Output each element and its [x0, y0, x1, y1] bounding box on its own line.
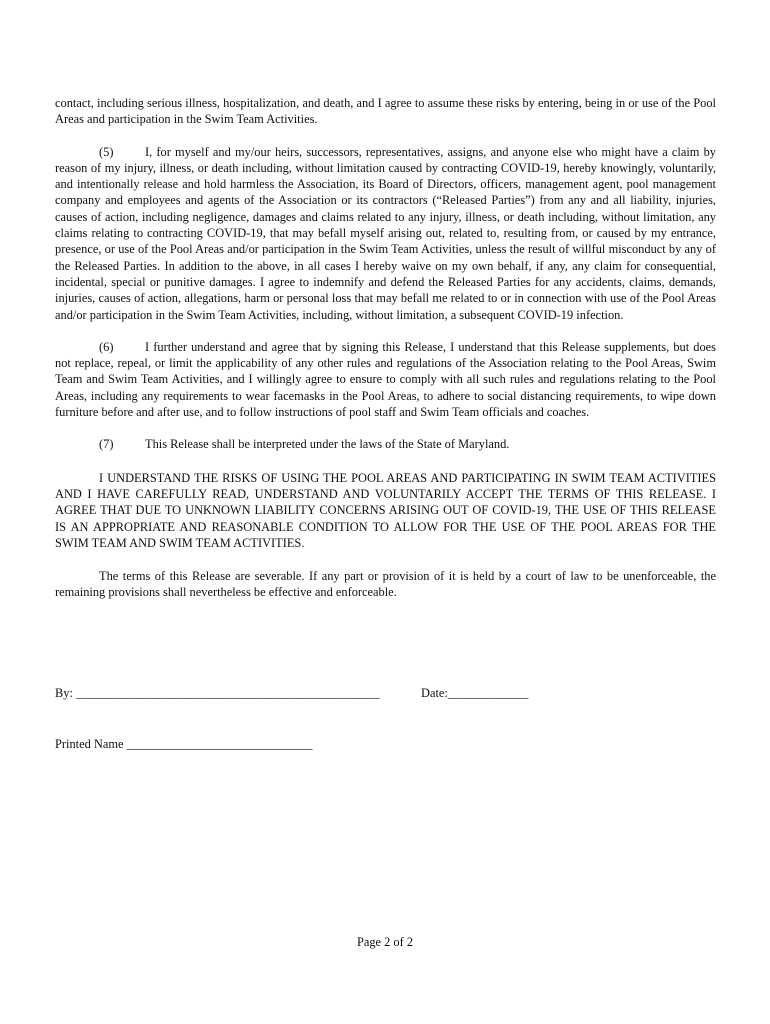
paragraph-7-text: This Release shall be interpreted under the laws of the State of Maryland.: [145, 437, 510, 452]
paragraph-6-number: (6): [99, 339, 114, 354]
paragraph-5-number: (5): [99, 144, 114, 159]
acknowledgment-paragraph: I UNDERSTAND THE RISKS OF USING THE POOL AREAS AND PARTICIPATING IN SWIM TEAM ACTIVITIES AND I HAVE CAREFULLY READ, UNDERSTAND AND VOLUNTARILY ACCEPT THE TERMS OF THIS RELEASE. I AGREE THAT DUE TO UNKNOWN LIABILITY CONCERNS ARISING OUT OF COVID-19, THE USE OF THIS RELEASE IS AN APPROPRIATE AND REASONABLE CONDITION TO ALLOW FOR THE USE OF THE POOL AREAS FOR THE SWIM TEAM AND SWIM TEAM ACTIVITIES.: [55, 470, 716, 550]
paragraph-7-number: (7): [99, 437, 114, 452]
severability-paragraph: The terms of this Release are severable. If any part or provision of it is held by a court of law to be unenforceable, the remaining provisions shall nevertheless be effective and enforceable.: [55, 569, 716, 600]
signature-by-line[interactable]: By: _________________________________________________: [55, 686, 380, 700]
document-body: [55, 95, 716, 601]
paragraph-5-text: I, for myself and my/our heirs, successors, representatives, assigns, and anyone else who might have a claim by reason of my injury, illness, or death including, without limitation caused by contracting COVID-19, hereby knowingly, voluntarily, and intentionally release and hold harmless the Association, its Board of Directors, officers, management agent, pool management company and employees and agents of the Association or its contractors (“Released Parties”) from any and all liability, injuries, causes of action, including negligence, damages and claims related to any injury, illness, or death including, without limitation, any claims relating to contracting COVID-19, that may befall myself arising out, related to, resulting from, or caused by my entrance, presence, or use of the Pool Areas and/or participation in the Swim Team Activities, unless the result of willful misconduct by any of the Released Parties. In addition to the above, in all cases I hereby waive on my own behalf, if any, any claim for consequential, incidental, special or punitive damages. I agree to indemnify and defend the Released Parties for any accidents, claims, demands, injuries, causes of action, allegations, harm or personal loss that may befall me related to or in connection with use of the Pool Areas and/or participation in the Swim Team Activities, including, without limitation, a subsequent COVID-19 infection.: [55, 144, 716, 322]
printed-name-line[interactable]: Printed Name ______________________________: [55, 737, 313, 751]
signature-date-line[interactable]: Date:_____________: [421, 686, 529, 700]
paragraph-6-text: I further understand and agree that by signing this Release, I understand that this Release supplements, but does not replace, repeal, or limit the applicability of any other rules and regulations of the Association relating to the Pool Areas, Swim Team and Swim Team Activities, and I willingly agree to ensure to comply with all such rules and regulations relating to the Pool Areas, including any requirements to wear facemasks in the Pool Areas, to adhere to social distancing requirements, to wipe down furniture before and after use, and to follow instructions of pool staff and Swim Team officials and coaches.: [55, 339, 716, 420]
page-number: Page 2 of 2: [356, 935, 414, 949]
intro-paragraph: contact, including serious illness, hospitalization, and death, and I agree to assume these risks by entering, being in or use of the Pool Areas and participation in the Swim Team Activities.: [55, 96, 716, 127]
paragraph-6: [55, 339, 716, 420]
paragraph-7: [55, 436, 716, 452]
paragraph-5: [55, 144, 716, 323]
